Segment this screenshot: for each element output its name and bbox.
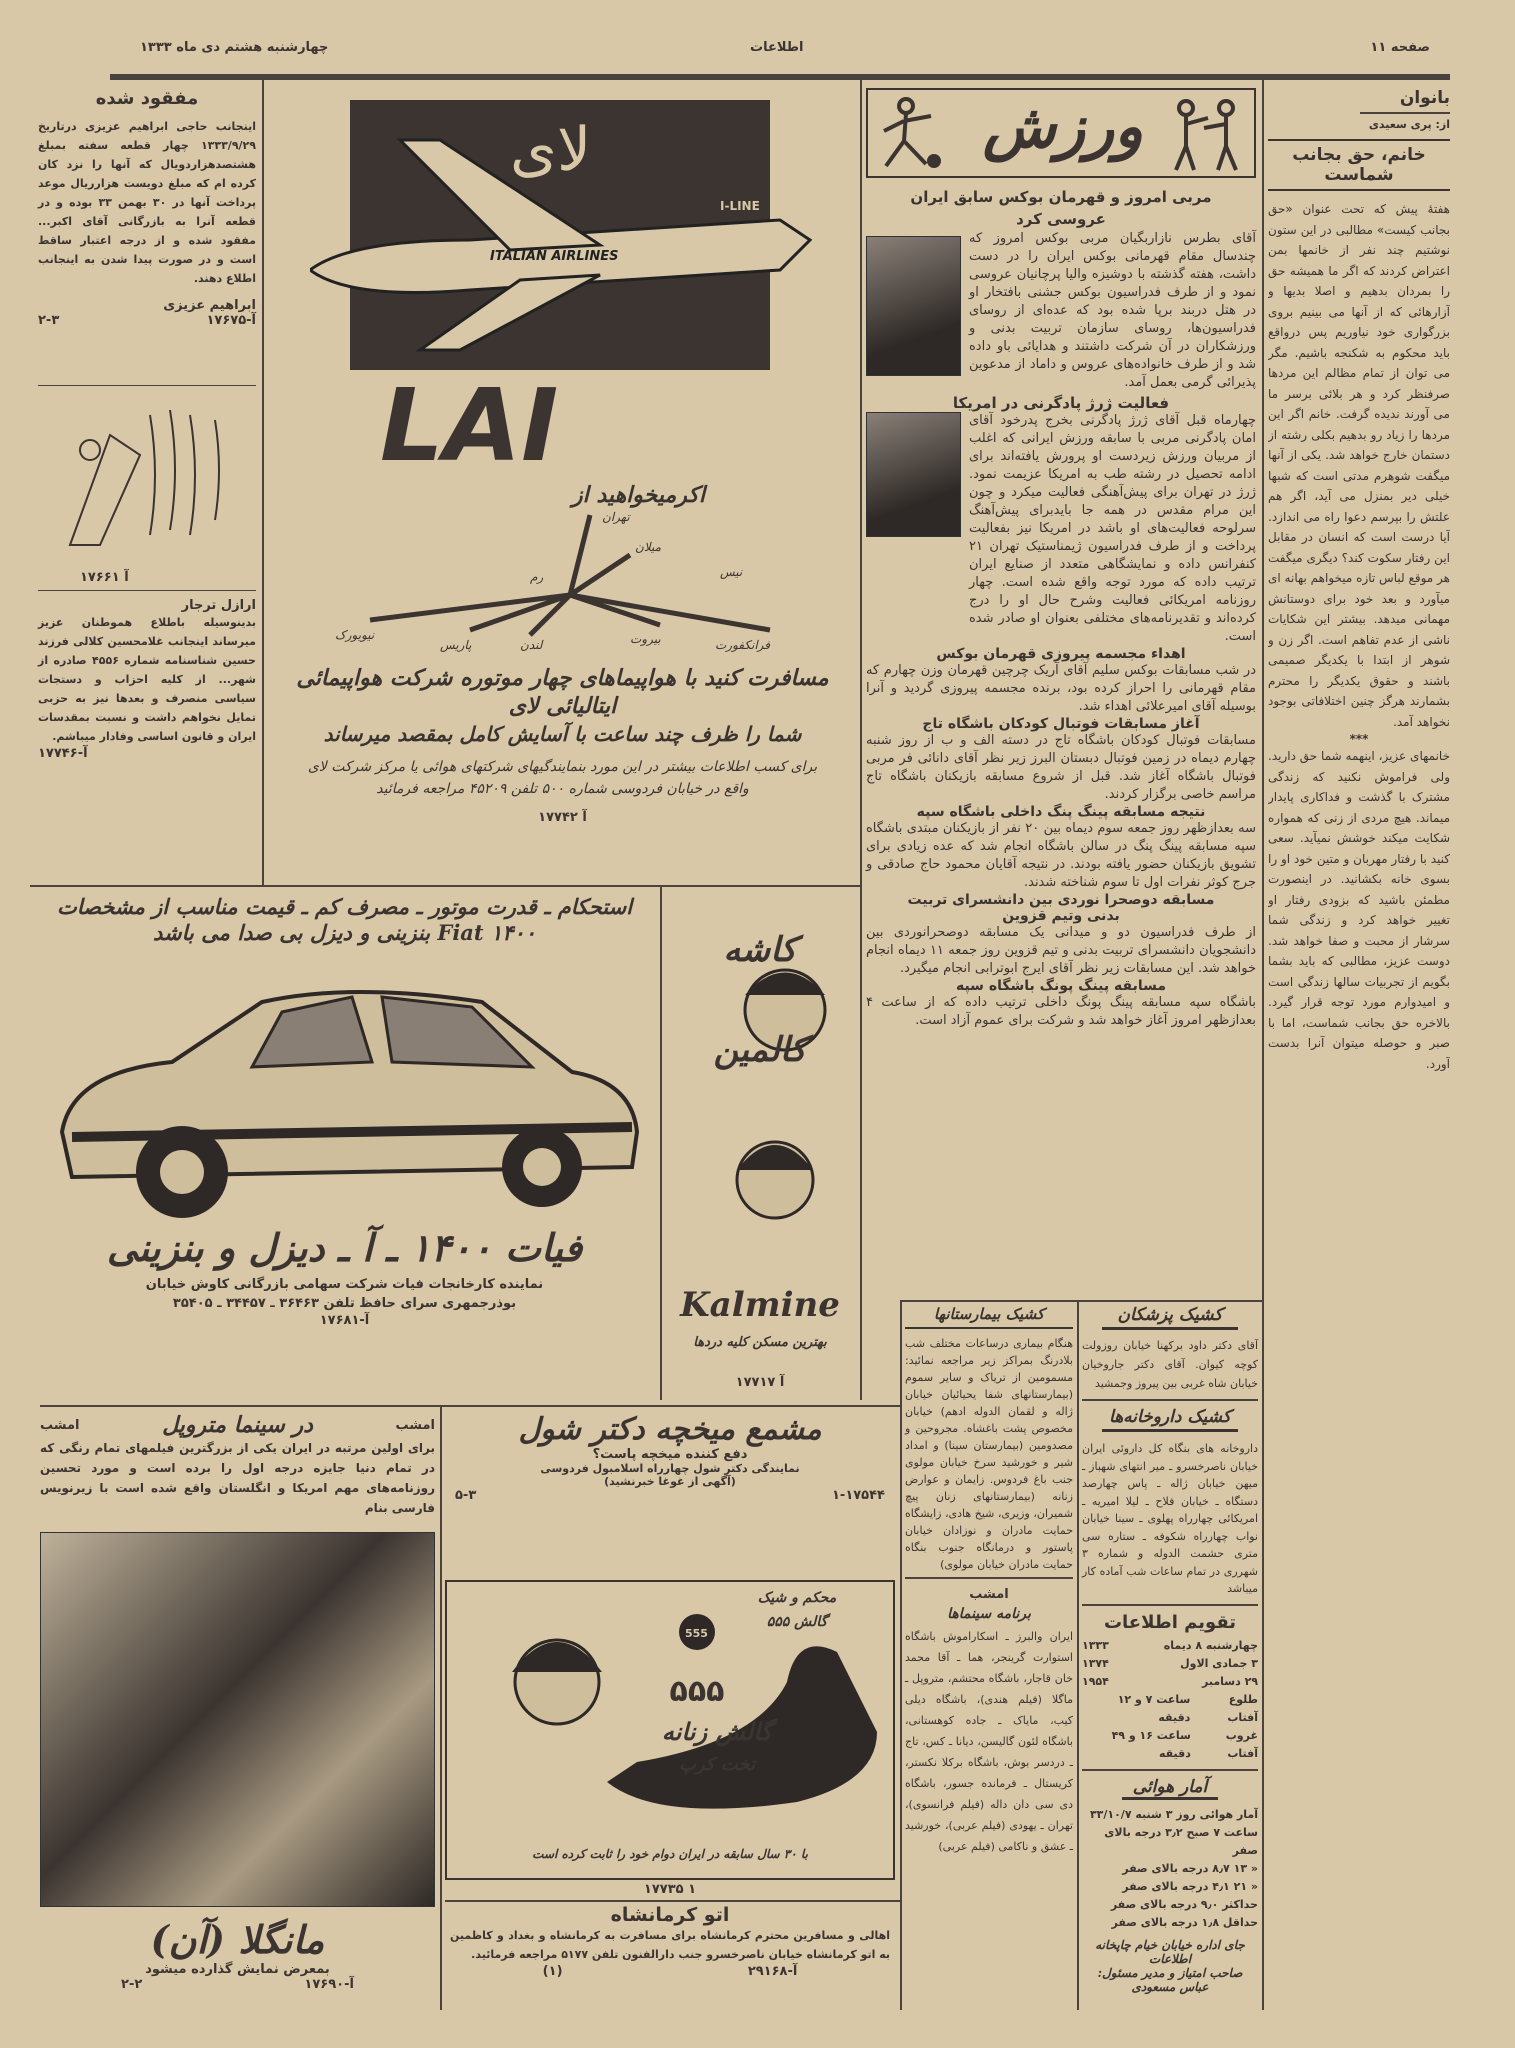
- lai-lower-block: [270, 480, 855, 825]
- city-label: تهران: [602, 510, 630, 524]
- calendar-row: [1082, 1673, 1258, 1691]
- ad-code: آ-۲۹۱۶۸: [747, 1964, 798, 1979]
- shoe-badge: 555: [685, 1627, 708, 1640]
- article-body: چهارماه قبل آقای ژرژ پادگرنی بخرج پدرخود آقای امان پادگرنی مربی با سابقه ورزش ایرانی که اغلب از مربیان ورزش زیردست او پرورش یافته‌اند برای ادامه تحصیل در رشته طب به امریکا عزیمت نمود. ژرژ در تهران برای پیش‌آهنگی فعالیت میکرد و چون این مرام مقدس در همه جا بایدبرای پیش‌آهنگ سرلوحه فعالیت‌های او باشد در امریکا نیز بفعالیت پرداخت و از طرف فدراسیون ژیمناستیک تهران ۲۱ کنفرانس داده و نمایشگاهی متعدد از صنایع ایران ترتیب داده که مورد توجه واقع شده است. چهار روزنامه امریکائی فعالیت وشرح حال او را درج کرده‌اند و تقدیرنامه‌های مختلفی بعنوان او صادر شده است.: [969, 413, 1256, 644]
- scholl-title: مشمع میخچه دکتر شول: [518, 1412, 822, 1447]
- fiat-address: بوذرجمهری سرای حافظ تلفن ۳۶۴۶۳ ـ ۳۴۴۵۷ ـ ۳۵۴۰۵: [172, 1296, 517, 1311]
- header-page-number: صفحه ۱۱: [1370, 40, 1430, 55]
- ad-code: ۲-۳: [38, 313, 60, 328]
- article-title: خانم، حق بجانب شماست: [1268, 139, 1450, 191]
- women-section: [1268, 88, 1450, 2008]
- header-date: چهارشنبه هشتم دی ماه ۱۳۳۳: [140, 40, 329, 55]
- scholl-question: دفع کننده میخچه پاست؟: [592, 1447, 748, 1462]
- section-rule: [30, 885, 860, 887]
- pharmacies-body: داروخانه های بنگاه کل داروئی ایران خیابان ناصرخسرو ـ میر انتهای شهباز ـ میهن خیابان ژاله ـ پاس چهارصد دستگاه ـ خیابان فلاح ـ لیلا امیریه ـ امریکائی چهارراه پهلوی ـ سینا خیابان نواب چهارراه شکوفه ـ ستاره سی متری حشمت الدوله و شماره ۳ شهرری در تمام ساعات شب آماده کار میباشد: [1082, 1442, 1258, 1595]
- calendar-cell: طلوع آفتاب: [1227, 1692, 1258, 1724]
- article-body: در شب مسابقات بوکس سلیم آقای آریک چرچین قهرمان وزن چهارم که مقام قهرمانی را احراز کرده بود، برنده مجسمه پیروزی گردید و آنرا بوسیله آقای امیرعلائی اهداء شد.: [866, 663, 1256, 714]
- shoe-number: ۵۵۵: [669, 1674, 725, 1709]
- section-rule: [38, 590, 256, 591]
- handwritten-ad-illustration: [50, 395, 250, 555]
- fiat-agent: نماینده کارخانجات فیات شرکت سهامی بازرگانی کاوش خیابان: [145, 1277, 544, 1292]
- article-title: فعالیت ژرژ پادگرنی در امریکا: [952, 394, 1170, 412]
- lai-map-title: اکرمیخواهید از: [571, 482, 705, 508]
- weather-title: آمار هوائی: [1122, 1777, 1218, 1800]
- airline-name: ITALIAN AIRLINES: [490, 249, 619, 264]
- weather-row: حداقل ۱٫۸ درجه بالای صفر: [1111, 1915, 1258, 1929]
- ad-code: آ ۱۷۶۶۱: [80, 570, 129, 585]
- section-rule: [905, 1577, 1073, 1579]
- article-title: اهداء مجسمه پیروزی قهرمان بوکس: [936, 646, 1186, 662]
- imprint-publisher: صاحب امتیاز و مدیر مسئول: عباس مسعودی: [1097, 1965, 1243, 1994]
- ad-code: آ-۱۷۶۷۵: [206, 313, 256, 328]
- kalmine-tagline: بهترین مسکن کلیه دردها: [693, 1335, 827, 1350]
- film-still-photo: [40, 1532, 435, 1907]
- cinema-title: در سینما متروپل: [162, 1412, 313, 1438]
- ad-code: ۱ ۱۷۷۳۵: [643, 1882, 697, 1897]
- section-rule: [1082, 1769, 1258, 1771]
- weather-row: « ۱۳ ۸٫۷ درجه بالای صفر: [1122, 1861, 1258, 1875]
- article-title: نتیجه مسابقه پینگ پنگ داخلی باشگاه سپه: [916, 804, 1206, 820]
- header-rule: [110, 74, 1450, 80]
- handwritten-ad: [50, 395, 250, 555]
- column-divider: [860, 80, 862, 1400]
- article-body: هفتهٔ پیش که تحت عنوان «حق بجانب کیست» مطالبی در این ستون نوشتیم چند نفر از خانمها بمن اعتراض کردند که اگر ما همیشه حق را بمردان بدهیم و اصلا بدیها و آزارهائی که از آنها می بینیم بروی بزرگواری خود نیاوریم پس درواقع باید محکوم به شکنجه باشیم. مگر می توان از تمام مظالم این مردها صرفنظر کرد و هر بلائی برسر ما می آورند ندیده گرفت. خانم اگر این مردها را زیاد رو بدهیم بکلی رشته از دستمان خارج خواهد شد. یکی از آنها میگفت شوهرم مدتی است که شبها خیلی دیر بمنزل می آید، اگر هم علتش را بپرسم دعوا راه می اندازد. آیا درست است که انسان در مقابل این رفتار سکوت کند؟ دیگری میگفت هر موقع لباس تازه میخواهم بهانه ای میآورد و بعد خود برای دوستانش مهمانی میدهد. بیشتر این شکایات ناشی از عدم تفاهم است. اگر زن و شوهر از ابتدا با یکدیگر صمیمی باشند و حقوق یکدیگر را محترم بشمارند هرگز چنین اختلافاتی بوجود نخواهد آمد.: [1268, 202, 1450, 729]
- hospitals-section: [905, 1305, 1073, 1857]
- tonight-label: امشب: [40, 1417, 80, 1433]
- route-map-area: [330, 510, 790, 660]
- column-divider: [440, 1405, 442, 2010]
- fiat-car-illustration: [52, 972, 642, 1222]
- calendar-row: [1082, 1655, 1258, 1673]
- column-divider: [1262, 80, 1264, 2010]
- section-rule: [1082, 1604, 1258, 1606]
- doctors-pharmacy-section: [1082, 1305, 1258, 1994]
- header-paper-name: اطلاعات: [750, 40, 804, 55]
- galosh-555-ad: [445, 1580, 895, 1880]
- lai-airline-ad: [270, 90, 855, 880]
- calendar-row: [1082, 1727, 1258, 1763]
- scholl-note: (آگهی از غوغا خبرنشید): [604, 1475, 736, 1488]
- cinema-program: ایران والبرز ـ اسکاراموش باشگاه استوارت گرینجر، هما ـ آقا محمد خان قاجار، باشگاه محتشم، متروپل ـ ماگلا (فیلم هندی)، باشگاه دیلی کیب، مایاک ـ جاده کوهستانی، باشگاه لئون گالیسن، دیانا ـ کس، تاج ـ دردسر بوش، باشگاه برکلا نکستر، کریستال ـ فرمانده جسور، باشگاه دی سی دان داله (فیلم فرانسوی)، تهران ـ یهودی (فیلم عربی)، خورشید ـ عشق و ناکامی (فیلم عربی): [905, 1630, 1073, 1853]
- ad-code: آ-۱۷۶۸۱: [319, 1313, 370, 1328]
- shoe-product: گالش زنانه: [661, 1717, 773, 1746]
- tonight-label: امشب: [395, 1417, 435, 1433]
- calendar-cell: ۱۳۳۳: [1082, 1638, 1109, 1652]
- boxers-icon: [1166, 96, 1246, 172]
- ad-code: آ-۱۷۷۴۶: [38, 746, 88, 761]
- arazel-body: بدینوسیله باطلاع هموطنان عزیز میرساند اینجانب غلامحسین کلالی فرزند حسین شناسنامه شماره ۴۵۵۶ صادره از شهر... از کلیه احزاب و دستجات سیاسی منصرف و بعدها نیز به حزبی تمایل نخواهم داشت و نسبت بمقدسات ایران و قانون اساسی وفادار میباشم.: [38, 616, 256, 743]
- cinema-body: برای اولین مرتبه در ایران یکی از بزرگترین فیلمهای تمام رنگی که در تمام دنیا جایزه درجه اول را برده است و مورد تحسین روزنامه‌های مهم امریکا و انگلستان واقع شده است با زیرنویس فارسی بنام: [40, 1441, 435, 1515]
- lai-airplane-illustration: [310, 100, 830, 475]
- ad-code: آ ۱۷۷۴۲: [538, 810, 587, 825]
- city-label: بیروت: [630, 632, 661, 646]
- fiat-lower-block: [32, 1225, 657, 1328]
- section-rule: [900, 1300, 1262, 1302]
- column-divider: [660, 885, 662, 1400]
- ad-code: ۲-۲: [121, 1977, 143, 1992]
- weather-row: ساعت ۷ صبح ۳٫۲ درجه بالای صفر: [1104, 1825, 1258, 1857]
- city-label: نیویورک: [335, 628, 375, 642]
- section-subtitle: برنامه سینماها: [947, 1606, 1031, 1622]
- sports-section: [866, 88, 1256, 1030]
- doctors-body: آقای دکتر داود برکهنا خیابان روزولت کوچه کیوان. آقای دکتر جاروخیان خیابان شاه غربی بین پیروز وجمشید: [1082, 1339, 1258, 1390]
- sports-masthead: [866, 88, 1256, 178]
- kermanshah-ad: [450, 1904, 890, 1979]
- article-body: مسابقات فوتبال کودکان باشگاه تاج در دسته الف و ب از روز شنبه چهارم دیماه در زمین فوتبال دبستان البرز زیر نظر آقای دانائی فر مربی فوتبال باشگاه آغاز شد. قبل از شروع مسابقه بازیکنان باشگاه تاج مراسم خاصی برگزار کردند.: [866, 733, 1256, 802]
- lai-brand-small: لای: [510, 115, 592, 185]
- article-title: مربی امروز و قهرمان بوکس سابق ایران عروسی کرد: [910, 188, 1212, 228]
- ad-code: (۱): [542, 1964, 563, 1979]
- column-divider: [262, 80, 264, 885]
- sports-title: ورزش: [982, 92, 1144, 162]
- kalmine-persian-name: کاشه کالمین: [713, 930, 807, 1070]
- lai-headline: مسافرت کنید با هواپیماهای چهار موتوره شرکت هواپیمائی ایتالیائی لای: [296, 665, 829, 719]
- calendar-cell: ۱۳۷۴: [1082, 1656, 1109, 1670]
- calendar-cell: ساعت ۱۶ و ۴۹ دقیقه: [1111, 1728, 1191, 1760]
- scholl-agent: نمایندگی دکتر شول چهارراه اسلامبول فردوسی: [540, 1462, 800, 1475]
- fiat-tagline: استحکام ـ قدرت موتور ـ مصرف کم ـ قیمت مناسب از مشخصات: [56, 894, 633, 919]
- weather-row: « ۲۱ ۴٫۱ درجه بالای صفر: [1122, 1879, 1258, 1893]
- fiat-tagline-2: Fiat ۱۴۰۰ بنزینی و دیزل بی صدا می باشد: [152, 920, 537, 945]
- weather-table: [1082, 1806, 1258, 1932]
- section-title: بانوان: [1399, 88, 1450, 108]
- section-title: کشیک پزشکان: [1102, 1305, 1238, 1330]
- section-break: ***: [1349, 732, 1369, 746]
- film-title: مانگلا (آن): [150, 1917, 325, 1962]
- section-rule: [40, 1405, 900, 1407]
- calendar-cell: ۲۹ دسامبر: [1201, 1674, 1258, 1688]
- kermanshah-body: اهالی و مسافرین محترم کرمانشاه برای مسافرت به کرمانشاه و بغداد و کاظمین به اتو کرمانشاه خیابان ناصرخسرو جنب دارالفنون تلفن ۵۱۷۷ مراجعه فرمائید.: [450, 1929, 890, 1961]
- lai-subheadline: شما را ظرف چند ساعت با آسایش کامل بمقصد میرساند: [323, 722, 802, 746]
- shoe-illustration: [457, 1592, 887, 1832]
- section-title: کشیک داروخانه‌ها: [1102, 1407, 1238, 1432]
- shoe-product-2: تخت کرپ: [678, 1754, 756, 1775]
- kalmine-ad: [665, 890, 855, 1395]
- boxer-photo: [866, 236, 961, 376]
- lai-info: برای کسب اطلاعات بیشتر در این مورد بنمایندگیهای شرکتهای هوائی یا مرکز شرکت لای: [307, 759, 818, 775]
- shoe-footer: با ۳۰ سال سابقه در ایران دوام خود را ثابت کرده است: [532, 1847, 808, 1861]
- article-author: از: پری سعیدی: [1368, 118, 1450, 131]
- calendar-row: [1082, 1691, 1258, 1727]
- ad-code: آ-۱۷۶۹۰: [304, 1977, 354, 1992]
- calendar-row: [1082, 1637, 1258, 1655]
- weather-row: حداکثر ۹٫۰ درجه بالای صفر: [1110, 1897, 1258, 1911]
- lai-logo: LAI: [380, 367, 559, 475]
- calendar-title: تقویم اطلاعات: [1103, 1611, 1237, 1633]
- football-player-icon: [876, 96, 946, 172]
- scholl-ad: [445, 1412, 895, 1503]
- city-label: میلان: [635, 540, 662, 554]
- imprint-address: جای اداره خیابان خیام چاپخانه اطلاعات: [1095, 1937, 1245, 1966]
- section-rule: [1082, 1399, 1258, 1401]
- calendar-cell: چهارشنبه ۸ دیماه: [1163, 1638, 1258, 1652]
- shoe-top-line: محکم و شیک: [757, 1590, 837, 1606]
- fiat-ad: [32, 890, 657, 1390]
- calendar-cell: غروب آفتاب: [1225, 1728, 1258, 1760]
- section-rule: [38, 385, 256, 386]
- city-label: رم: [530, 570, 544, 584]
- lost-notice-signature: ابراهیم عزیزی: [163, 298, 256, 313]
- lost-notice-body: اینجانب حاجی ابراهیم عزیزی درتاریخ ۱۳۳۳/۹/۲۹ چهار قطعه سفته بمبلغ هشتصدهزاردویال که آنها را نزد کان کرده ام که مبلغ دویست هزارریال موعد پرداخت آنها در ۳۰ بهمن ۳۳ بوده و در قطعه آنرا به بازرگانی آقای اکبر... مفقود شده و از درجه اعتبار ساقط است و در صورت پیدا شدن به اینجانب اطلاع دهند.: [38, 120, 256, 285]
- calendar-table: [1082, 1637, 1258, 1763]
- airline-line: I-LINE: [720, 199, 760, 213]
- calendar-cell: ۳ جمادی الاول: [1180, 1656, 1258, 1670]
- hospitals-body: هنگام بیماری درساعات مختلف شب بلادرنگ بمراکز زیر مراجعه نمائید: مسمومین از تریاک و سایر سموم (بیمارستانهای شفا یحیائیان خیابان ژاله و لقمان الدوله ادهم) خیابان مخصوص پشت باغشاه. مجروحین و مصدومین (بیمارستان سینا) و امداد شیر و خورشید سرخ خیابان مولوی جنب باغ فردوس. زایمان و عوارض زنانه (بیمارستانهای زنان پیچ شمیران، وزیری، شیخ هادی، زایشگاه حمایت مادران و نوزادان خیابان پاستور و درمانگاه جنوب بنگاه حمایت مادران خیابان مولوی): [905, 1337, 1073, 1571]
- city-label: پاریس: [440, 638, 472, 652]
- calendar-cell: ۱۹۵۴: [1082, 1674, 1109, 1688]
- ad-code: آ ۱۷۷۱۷: [735, 1375, 785, 1390]
- calendar-cell: ساعت ۷ و ۱۲ دقیقه: [1117, 1692, 1191, 1724]
- kalmine-latin-name: Kalmine: [680, 1285, 840, 1325]
- ad-code: ۱-۱۷۵۴۴: [831, 1488, 885, 1503]
- lost-notice-title: مفقود شده: [95, 88, 199, 109]
- arazel-notice: [38, 598, 256, 761]
- arazel-title: ارازل ترجار: [181, 598, 256, 613]
- lost-notice: [38, 88, 256, 328]
- athlete-photo: [866, 412, 961, 537]
- section-title: امشب: [969, 1587, 1009, 1602]
- article-title: آغاز مسابقات فوتبال کودکان باشگاه تاج: [922, 716, 1200, 732]
- article-body: آقای بطرس نازاربگیان مربی بوکس امروز که چندسال مقام قهرمانی بوکس ایران را در دست داشت، هفته گذشته با دوشیزه والیا پرچانیان عروسی نمود و از طرف فدراسیون بوکس جشنی بافتخار او در هتل دربند برپا شده بود که عده‌ای از روسای فدراسیون‌ها، روسای سازمان تربیت بدنی و ورزشکاران در آن شرکت داشتند و هدایائی باو داده شد و از طرف خانواده‌های عروس و داماد از مدعوین پذیرائی گرمی بعمل آمد.: [969, 231, 1256, 390]
- shoe-top-line-2: گالش ۵۵۵: [766, 1614, 828, 1630]
- article-body: خانمهای عزیز، اینهمه شما حق دارید. ولی فراموش نکنید که زندگی مشترک با گذشت و فداکاری پایدار میماند. هیچ مردی از زنی که همواره شکایت میکند خوشش نمیآید. سعی کنید با رفتار مهربان و متین خود او را بسوی خانه بکشانید. در اینصورت مطمئن باشید که بزودی رفتار او تغییر خواهد کرد و زندگی شما سرشار از محبت و صفا خواهد شد. دوست عزیز، مطالبی که باید بشما بگویم از تجربیات سالها زندگی است و امیدوارم مورد توجه قرار گیرد. بالاخره حق بجانب شماست، اما با صبر و حوصله میتوان آنرا بدست آورد.: [1268, 749, 1450, 1071]
- article-body: باشگاه سپه مسابقه پینگ پونگ داخلی ترتیب داده که از ساعت ۴ بعدازظهر امروز آغاز خواهد شد و شرکت برای عموم آزاد است.: [866, 995, 1256, 1028]
- cinema-footer: بمعرض نمایش گذارده میشود: [145, 1962, 330, 1977]
- column-divider: [900, 1300, 902, 2010]
- weather-row: آمار هوائی روز ۳ شنبه ۳۳/۱۰/۷: [1089, 1807, 1258, 1821]
- article-body: از طرف فدراسیون دو و میدانی یک مسابقه دوصحرانوردی بین دانشجویان دانشسرای تربیت بدنی و تیم قزوین روز جمعه ۱۱ دیماه انجام خواهد شد. این مسابقات زیر نظر آقای ایرج ابوترابی انجام میگیرد.: [866, 925, 1257, 976]
- article-title: مسابقه پینگ پونگ باشگاه سپه: [955, 978, 1167, 994]
- article-title: مسابقه دوصحرا نوردی بین دانشسرای تربیت بدنی وتیم قزوین: [907, 892, 1215, 924]
- city-label: نیس: [720, 565, 743, 579]
- kermanshah-title: اتو کرمانشاه: [610, 1904, 730, 1926]
- fiat-headline: فیات ۱۴۰۰ ـ آ ـ دیزل و بنزینی: [106, 1225, 583, 1270]
- section-rule: [1360, 112, 1450, 114]
- cinema-metropol-ad: [40, 1412, 435, 1992]
- section-rule: [445, 1900, 900, 1902]
- column-divider: [1077, 1300, 1079, 2010]
- ad-code: ۵-۳: [455, 1488, 477, 1503]
- city-label: لندن: [520, 638, 543, 652]
- section-title: کشیک بیمارستانها: [905, 1305, 1073, 1329]
- lai-address: واقع در خیابان فردوسی شماره ۵۰۰ تلفن ۴۵۲۰۹ مراجعه فرمائید: [376, 781, 749, 797]
- article-body: سه بعدازظهر روز جمعه سوم دیماه بین ۲۰ نفر از بازیکنان مبتدی باشگاه سپه مسابقه پینگ پنگ در سالن باشگاه انجام شد که عده زیادی برای تشویق بازیکنان حضور یافته بودند. در نتیجه آقایان محمود حاج صادقی و جرج کوثر نفرات اول تا سوم شناخته شدند.: [866, 821, 1256, 890]
- city-label: فرانکفورت: [715, 638, 771, 652]
